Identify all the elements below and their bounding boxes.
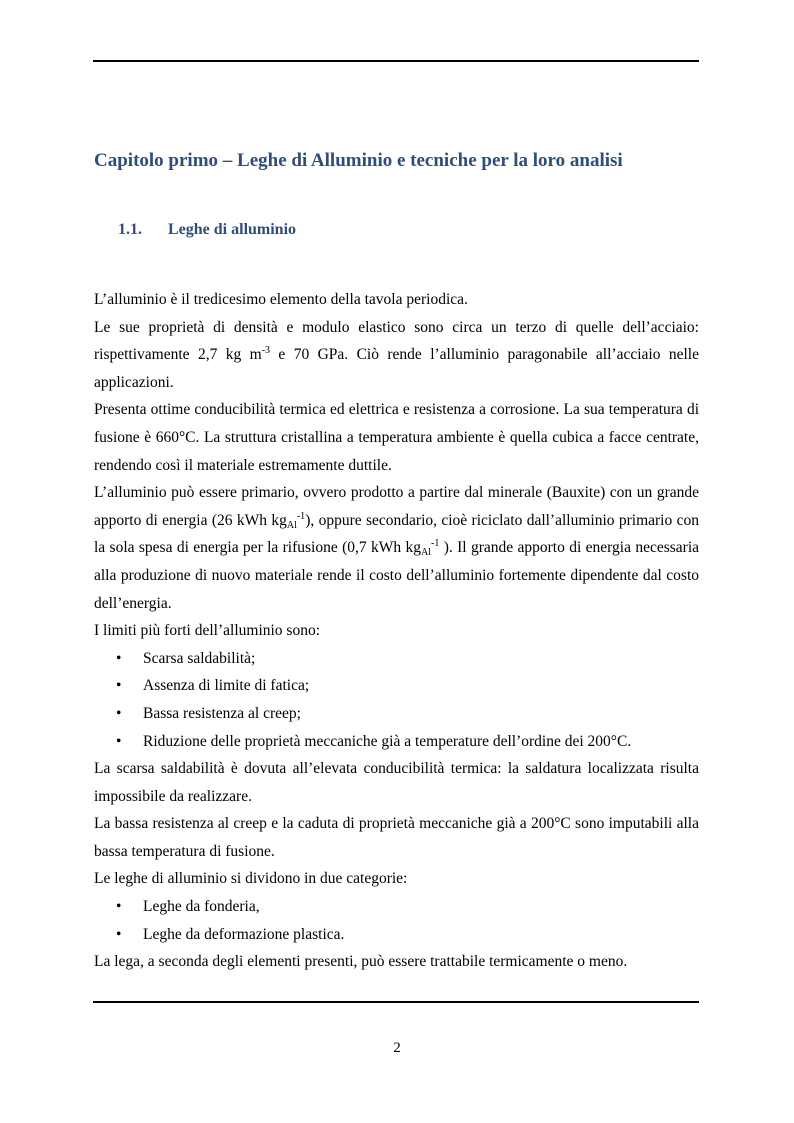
list-item: • Riduzione delle proprietà meccaniche già a temperature dell’ordine dei 200°C. [94,728,699,756]
body-text [94,286,699,976]
page-number: 2 [393,1040,401,1056]
superscript: -3 [261,345,271,357]
footer-rule [93,1001,699,1003]
paragraph: La bassa resistenza al creep e la caduta di proprietà meccaniche già a 200°C sono imputabili alla bassa temperatura di fusione. [94,815,699,860]
chapter-title: Capitolo primo – Leghe di Alluminio e tecniche per la loro analisi [94,150,623,171]
paragraph: Le leghe di alluminio si dividono in due categorie: [94,870,408,888]
paragraph: La lega, a seconda degli elementi presenti, può essere trattabile termicamente o meno. [94,953,628,971]
list-item: • Assenza di limite di fatica; [94,672,699,700]
limits-list [94,645,699,755]
text-run: ). Il grande apporto di energia necessaria alla produzione di nuovo materiale rende il costo dell’alluminio fortemente dipendente dal costo dell’energia. [94,539,700,612]
superscript: -1 [431,538,440,550]
section-number: 1.1. [118,221,142,238]
text-run: L’alluminio può essere primario, ovvero prodotto a partire dal minerale (Bauxite) con un grande apporto di energia (26 kWh kg [94,484,699,529]
list-item: • Bassa resistenza al creep; [94,700,699,728]
text-run: ), oppure secondario, cioè riciclato dall’alluminio primario con la sola spesa di energia per la rifusione (0,7 kWh kg [94,511,699,557]
section-heading [118,221,296,239]
superscript: -1 [296,510,306,522]
text-run: e 70 GPa. Ciò rende l’alluminio paragonabile all’acciaio nelle applicazioni. [94,346,699,391]
paragraph: I limiti più forti dell’alluminio sono: [94,622,321,640]
list-item: • Scarsa saldabilità; [94,645,699,673]
paragraph: L’alluminio è il tredicesimo elemento della tavola periodica. [94,291,468,308]
subscript: Al [286,519,297,531]
subscript: Al [421,547,432,559]
paragraph: Presenta ottime conducibilità termica ed elettrica e resistenza a corrosione. La sua temperatura di fusione è 660°C. La struttura cristallina a temperatura ambiente è quella cubica a facce centrate, rendendo così il materiale estremamente duttile. [94,401,699,474]
header-rule [93,60,699,62]
list-item: • Leghe da fonderia, [94,893,699,921]
paragraph [94,479,699,617]
text-run: Le sue proprietà di densità e modulo elastico sono circa un terzo di quelle dell’acciaio: rispettivamente 2,7 kg m [94,318,699,364]
list-item: • Leghe da deformazione plastica. [94,921,699,949]
categories-list [94,893,699,948]
paragraph [94,314,699,397]
section-title: Leghe di alluminio [168,221,297,238]
paragraph: La scarsa saldabilità è dovuta all’elevata conducibilità termica: la saldatura localizzata risulta impossibile da realizzare. [94,760,699,805]
